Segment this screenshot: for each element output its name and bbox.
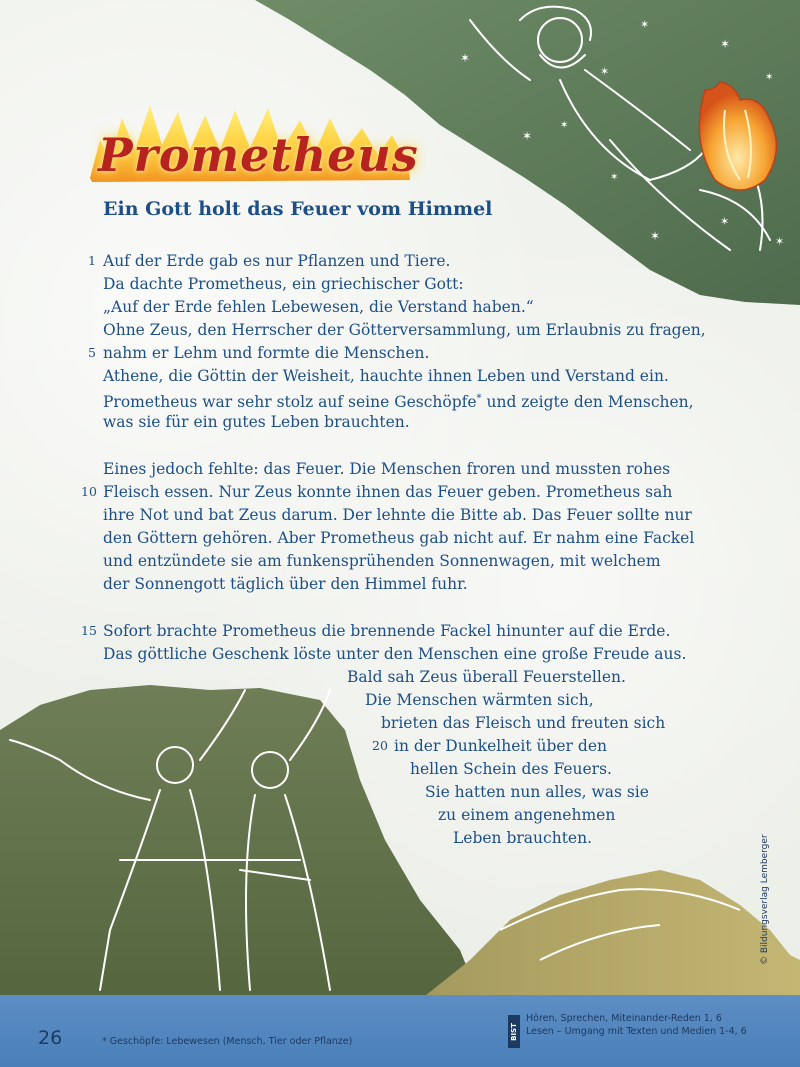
page-subtitle: Ein Gott holt das Feuer vom Himmel	[103, 198, 493, 220]
line-number: 10	[81, 484, 97, 499]
footnote: * Geschöpfe: Lebewesen (Mensch, Tier oder Pflanze)	[102, 1036, 353, 1047]
story-line: der Sonnengott täglich über den Himmel fuhr.	[103, 575, 468, 593]
svg-text:✶: ✶	[650, 229, 661, 243]
story-line: ihre Not und bat Zeus darum. Der lehnte die Bitte ab. Das Feuer sollte nur	[103, 506, 692, 524]
svg-text:✶: ✶	[720, 37, 731, 51]
line-number: 20	[372, 738, 388, 753]
story-line: Sie hatten nun alles, was sie	[425, 783, 649, 801]
bist-competence-line: Hören, Sprechen, Miteinander-Reden 1, 6	[526, 1013, 722, 1024]
story-line: Leben brauchten.	[453, 829, 593, 847]
story-line: was sie für ein gutes Leben brauchten.	[103, 413, 410, 431]
line-number: 15	[81, 623, 97, 638]
story-line: nahm er Lehm und formte die Menschen.	[103, 344, 430, 362]
svg-text:✶: ✶	[765, 72, 774, 83]
story-line: Da dachte Prometheus, ein griechischer Gott:	[103, 275, 464, 293]
story-line: Auf der Erde gab es nur Pflanzen und Tiere.	[103, 252, 451, 270]
page-title: Prometheus	[98, 128, 419, 182]
bist-badge	[508, 1015, 520, 1048]
svg-text:✶: ✶	[600, 65, 610, 78]
story-line: Prometheus war sehr stolz auf seine Geschöpfe* und zeigte den Menschen,	[103, 393, 694, 412]
story-line: Athene, die Göttin der Weisheit, hauchte ihnen Leben und Verstand ein.	[103, 367, 669, 385]
story-line: „Auf der Erde fehlen Lebewesen, die Verstand haben.“	[103, 298, 534, 316]
page-number: 26	[38, 1027, 63, 1049]
footnote-marker: *	[476, 393, 482, 404]
story-line: Eines jedoch fehlte: das Feuer. Die Menschen froren und mussten rohes	[103, 460, 671, 478]
svg-text:✶: ✶	[640, 18, 650, 31]
svg-text:✶: ✶	[610, 172, 619, 183]
story-line: Das göttliche Geschenk löste unter den Menschen eine große Freude aus.	[103, 645, 687, 663]
story-line: Ohne Zeus, den Herrscher der Götterversammlung, um Erlaubnis zu fragen,	[103, 321, 706, 339]
bist-competence-line: Lesen – Umgang mit Texten und Medien 1-4, 6	[526, 1026, 747, 1037]
story-line: Bald sah Zeus überall Feuerstellen.	[347, 668, 626, 686]
story-line: zu einem angenehmen	[438, 806, 616, 824]
svg-text:✶: ✶	[460, 51, 471, 65]
bist-label: BIST	[510, 1022, 519, 1041]
right-mountain	[420, 870, 800, 1000]
line-number: 1	[88, 253, 96, 268]
story-line: hellen Schein des Feuers.	[410, 760, 612, 778]
story-line: Sofort brachte Prometheus die brennende Fackel hinunter auf die Erde.	[103, 622, 671, 640]
story-line: Fleisch essen. Nur Zeus konnte ihnen das Feuer geben. Prometheus sah	[103, 483, 673, 501]
story-line: und entzündete sie am funkensprühenden Sonnenwagen, mit welchem	[103, 552, 661, 570]
story-line: Die Menschen wärmten sich,	[365, 691, 594, 709]
copyright-notice: © Bildungsverlag Lemberger	[760, 834, 770, 965]
svg-text:✶: ✶	[775, 235, 785, 248]
svg-text:✶: ✶	[522, 129, 533, 143]
story-line: den Göttern gehören. Aber Prometheus gab nicht auf. Er nahm eine Fackel	[103, 529, 695, 547]
story-line: brieten das Fleisch und freuten sich	[381, 714, 666, 732]
line-number: 5	[88, 345, 96, 360]
story-line: in der Dunkelheit über den	[394, 737, 607, 755]
svg-text:✶: ✶	[560, 120, 569, 131]
svg-text:✶: ✶	[720, 215, 730, 228]
